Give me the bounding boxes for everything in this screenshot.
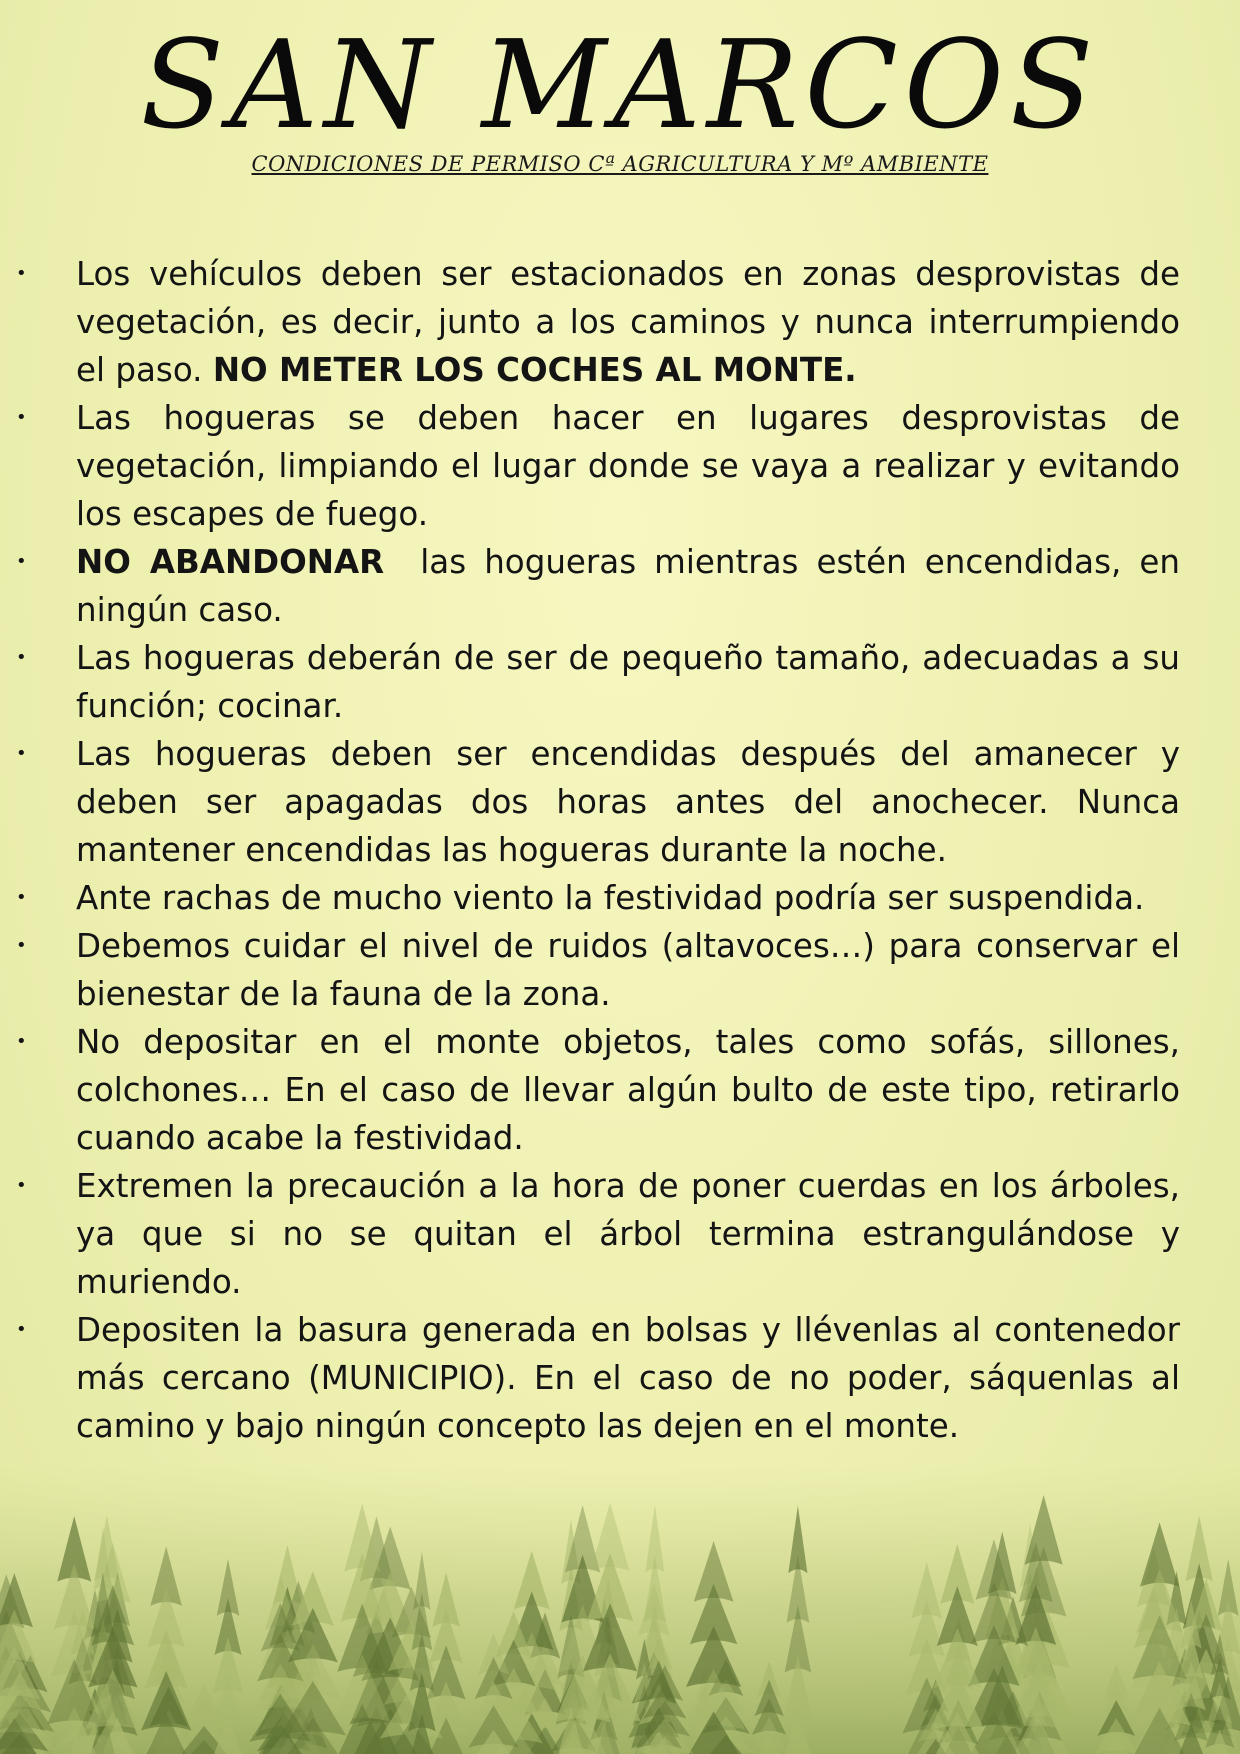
rule-text: Las hogueras se deben hacer en lugares desprovistas de vegetación, limpiando el lugar donde se vaya a realizar y evitando los escapes de fuego. <box>76 399 1180 533</box>
bullet-icon: • <box>16 647 27 668</box>
rule-text: Ante rachas de mucho viento la festividad podría ser suspendida. <box>76 879 1145 917</box>
rule-item <box>0 1162 1180 1306</box>
rule-text: Las hogueras deberán de ser de pequeño tamaño, adecuadas a su función; cocinar. <box>76 639 1180 725</box>
rule-item <box>0 1018 1180 1162</box>
rule-item <box>0 394 1180 538</box>
bullet-icon: • <box>16 887 27 908</box>
bullet-icon: • <box>16 551 27 572</box>
rule-item <box>0 538 1191 634</box>
bullet-icon: • <box>16 1031 27 1052</box>
rules-list <box>0 250 1191 1450</box>
rule-item <box>0 730 1180 874</box>
rule-text: Debemos cuidar el nivel de ruidos (altavoces…) para conservar el bienestar de la fauna de la zona. <box>76 927 1180 1013</box>
rule-text: Las hogueras deben ser encendidas después del amanecer y deben ser apagadas dos horas antes del anochecer. Nunca mantener encendidas las hogueras durante la noche. <box>76 735 1180 869</box>
forest-illustration <box>0 1464 1240 1754</box>
bullet-icon: • <box>16 407 27 428</box>
bullet-icon: • <box>16 1175 27 1196</box>
bullet-icon: • <box>16 743 27 764</box>
rule-text: Extremen la precaución a la hora de poner cuerdas en los árboles, ya que si no se quitan el árbol termina estrangulándose y muriendo. <box>76 1167 1180 1301</box>
rule-item <box>0 922 1180 1018</box>
rule-emphasis: NO ABANDONAR <box>76 543 385 581</box>
rule-text: Los vehículos deben ser estacionados en zonas desprovistas de vegetación, es decir, junto a los caminos y nunca interrumpiendo el paso. <box>76 255 1180 389</box>
rule-item <box>0 634 1180 730</box>
rule-text: No depositar en el monte objetos, tales como sofás, sillones, colchones… En el caso de llevar algún bulto de este tipo, retirarlo cuando acabe la festividad. <box>76 1023 1180 1157</box>
page-title: SAN MARCOS <box>140 14 1100 156</box>
rule-item <box>0 874 1180 922</box>
bullet-icon: • <box>16 935 27 956</box>
bullet-icon: • <box>16 1319 27 1340</box>
rule-text: Depositen la basura generada en bolsas y llévenlas al contenedor más cercano (MUNICIPIO). En el caso de no poder, sáquenlas al camino y bajo ningún concepto las dejen en el monte. <box>76 1311 1180 1445</box>
rule-item <box>0 1306 1180 1450</box>
rule-emphasis: NO METER LOS COCHES AL MONTE. <box>212 351 857 389</box>
page-subtitle: CONDICIONES DE PERMISO Cª AGRICULTURA Y Mº AMBIENTE <box>251 152 989 176</box>
rule-item <box>0 250 1180 394</box>
rule-text: las hogueras mientras estén encendidas, en ningún caso. <box>76 543 1191 629</box>
bullet-icon: • <box>16 263 27 284</box>
